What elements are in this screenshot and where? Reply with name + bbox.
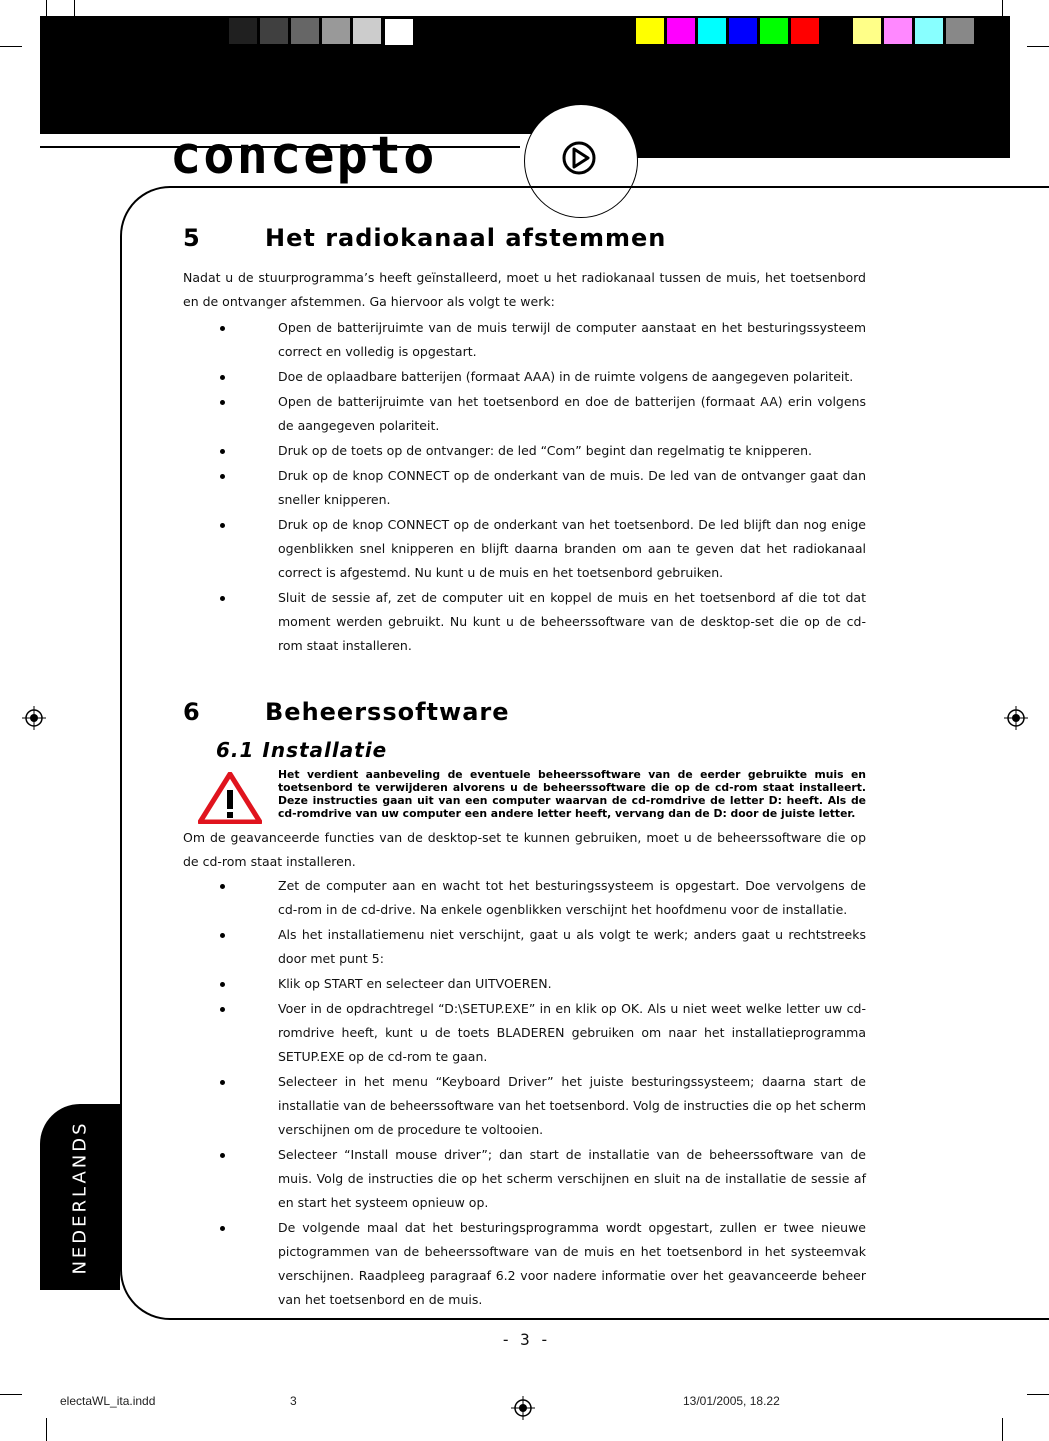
section-6-steps bbox=[244, 874, 866, 1313]
section-5-intro: Nadat u de stuurprogramma’s heeft geïnstalleerd, moet u het radiokanaal tussen de muis, het toetsenbord en de ontvanger afstemmen. Ga hiervoor als volgt te werk: bbox=[183, 270, 866, 309]
color-swatch bbox=[791, 18, 819, 44]
list-item-text: Druk op de knop CONNECT op de onderkant van de muis. De led van de ontvanger gaat dan sneller knipperen. bbox=[278, 468, 866, 507]
warning-text: Het verdient aanbeveling de eventuele beheerssoftware van de eerder gebruikte muis en toetsenbord te verwijderen alvorens u de beheerssoftware die op de cd-rom staat installeert. Deze instructies gaan uit van een computer waarvan de cd-romdrive de letter D: heeft. Als de cd-romdrive van uw computer een andere letter heeft, vervang dan de D: door de juiste letter. bbox=[278, 768, 866, 820]
list-item-text: Sluit de sessie af, zet de computer uit en koppel de muis en het toetsenbord af die tot dat moment werden gebruikt. Nu kunt u de beheerssoftware van de desktop-set die op de cd-rom staat installeren. bbox=[278, 590, 866, 653]
registration-mark-icon bbox=[511, 21, 535, 45]
list-item bbox=[244, 1216, 866, 1312]
bullet-icon bbox=[220, 449, 225, 454]
list-item-text: Selecteer in het menu “Keyboard Driver” het juiste besturingssysteem; daarna start de installatie van de beheerssoftware van het toetsenbord. Volg de instructies die op het scherm verschijnen om de procedure te voltooien. bbox=[278, 1074, 866, 1137]
color-swatch bbox=[822, 18, 850, 44]
bullet-icon bbox=[220, 1226, 225, 1231]
bullet-icon bbox=[220, 884, 225, 889]
bullet-icon bbox=[220, 523, 225, 528]
list-item-text: Klik op START en selecteer dan UITVOEREN. bbox=[278, 976, 552, 991]
list-item bbox=[244, 439, 866, 463]
color-swatch bbox=[667, 18, 695, 44]
list-item-text: De volgende maal dat het besturingsprogramma wordt opgestart, zullen er twee nieuwe pictogrammen van de beheerssoftware van de muis en het toetsenbord in het systeemvak verschijnen. Raadpleeg paragraaf 6.2 voor nadere informatie over het geavanceerde beheer van het toetsenbord en de muis. bbox=[278, 1220, 866, 1307]
section-6-intro: Om de geavanceerde functies van de desktop-set te kunnen gebruiken, moet u de beheerssoftware die op de cd-rom staat installeren. bbox=[183, 830, 866, 869]
color-swatch bbox=[636, 18, 664, 44]
bullet-icon bbox=[220, 933, 225, 938]
page-number: - 3 - bbox=[500, 1330, 550, 1349]
color-swatch bbox=[853, 18, 881, 44]
registration-mark-icon bbox=[511, 1396, 535, 1420]
bullet-icon bbox=[220, 596, 225, 601]
color-swatch bbox=[384, 18, 414, 46]
crop-mark bbox=[0, 1394, 22, 1395]
crop-mark bbox=[0, 46, 22, 47]
color-swatch bbox=[698, 18, 726, 44]
section-5-heading bbox=[183, 224, 666, 252]
language-tab-label-wrap bbox=[40, 1104, 120, 1290]
color-swatch bbox=[229, 18, 257, 44]
list-item-text: Doe de oplaadbare batterijen (formaat AAA) in de ruimte volgens de aangegeven polariteit. bbox=[278, 369, 854, 384]
warning-icon bbox=[198, 772, 262, 824]
section-title: Het radiokanaal afstemmen bbox=[265, 224, 667, 252]
footer-datetime: 13/01/2005, 18.22 bbox=[683, 1394, 780, 1408]
subsection-6-1-heading bbox=[216, 738, 387, 762]
language-label: NEDERLANDS bbox=[69, 1119, 91, 1275]
list-item bbox=[244, 586, 866, 658]
bullet-icon bbox=[220, 400, 225, 405]
crop-mark bbox=[1027, 1394, 1049, 1395]
bullet-icon bbox=[220, 1007, 225, 1012]
brand-logo: concepto bbox=[170, 126, 437, 186]
crop-mark bbox=[1002, 1418, 1003, 1441]
list-item bbox=[244, 1070, 866, 1142]
color-swatch bbox=[353, 18, 381, 44]
section-6-heading bbox=[183, 698, 510, 726]
bullet-icon bbox=[220, 1153, 225, 1158]
bullet-icon bbox=[220, 982, 225, 987]
list-item bbox=[244, 316, 866, 364]
color-swatch bbox=[260, 18, 288, 44]
footer-page: 3 bbox=[290, 1394, 297, 1408]
list-item bbox=[244, 874, 866, 922]
color-swatch bbox=[198, 18, 226, 44]
bullet-icon bbox=[220, 326, 225, 331]
section-number: 6 bbox=[183, 698, 201, 726]
list-item-text: Als het installatiemenu niet verschijnt, gaat u als volgt te werk; anders gaat u rechtstreeks door met punt 5: bbox=[278, 927, 866, 966]
subsection-title: Installatie bbox=[262, 738, 388, 762]
color-swatch bbox=[884, 18, 912, 44]
play-icon bbox=[561, 140, 597, 176]
list-item bbox=[244, 972, 866, 996]
bullet-icon bbox=[220, 1080, 225, 1085]
list-item bbox=[244, 1143, 866, 1215]
bullet-icon bbox=[220, 375, 225, 380]
subsection-number: 6.1 bbox=[216, 738, 255, 762]
list-item bbox=[244, 923, 866, 971]
crop-mark bbox=[1027, 46, 1049, 47]
color-swatch bbox=[291, 18, 319, 44]
color-swatch bbox=[946, 18, 974, 44]
list-item-text: Druk op de toets op de ontvanger: de led “Com” begint dan regelmatig te knipperen. bbox=[278, 443, 813, 458]
list-item-text: Open de batterijruimte van de muis terwijl de computer aanstaat en het besturingssysteem correct en volledig is opgestart. bbox=[278, 320, 866, 359]
bullet-icon bbox=[220, 474, 225, 479]
list-item bbox=[244, 390, 866, 438]
list-item bbox=[244, 464, 866, 512]
color-swatch bbox=[729, 18, 757, 44]
list-item-text: Zet de computer aan en wacht tot het besturingssysteem is opgestart. Doe vervolgens de cd-rom in de cd-drive. Na enkele ogenblikken verschijnt het hoofdmenu voor de installatie. bbox=[278, 878, 866, 917]
crop-mark bbox=[46, 1418, 47, 1441]
list-item bbox=[244, 997, 866, 1069]
list-item bbox=[244, 365, 866, 389]
section-5-steps bbox=[244, 316, 866, 659]
list-item-text: Open de batterijruimte van het toetsenbord en doe de batterijen (formaat AA) erin volgens de aangegeven polariteit. bbox=[278, 394, 866, 433]
list-item-text: Voer in de opdrachtregel “D:\SETUP.EXE” in en klik op OK. Als u niet weet welke letter uw cd-romdrive heeft, kunt u de toets BLADEREN gebruiken om naar het installatieprogramma SETUP.EXE op de cd-rom te gaan. bbox=[278, 1001, 866, 1064]
list-item bbox=[244, 513, 866, 585]
color-swatch bbox=[322, 18, 350, 44]
section-title: Beheerssoftware bbox=[265, 698, 510, 726]
footer-filename: electaWL_ita.indd bbox=[60, 1394, 156, 1408]
color-swatch bbox=[915, 18, 943, 44]
color-swatch bbox=[760, 18, 788, 44]
section-number: 5 bbox=[183, 224, 201, 252]
registration-mark-icon bbox=[22, 706, 46, 730]
list-item-text: Druk op de knop CONNECT op de onderkant van het toetsenbord. De led blijft dan nog enige ogenblikken snel knipperen en blijft daarna branden om aan te geven dat het radiokanaal correct is afgestemd. Nu kunt u de muis en het toetsenbord gebruiken. bbox=[278, 517, 866, 580]
list-item-text: Selecteer “Install mouse driver”; dan start de installatie van de beheerssoftware van de muis. Volg de instructies die op het scherm verschijnen en sluit na de installatie de sessie af en start het systeem opnieuw op. bbox=[278, 1147, 866, 1210]
